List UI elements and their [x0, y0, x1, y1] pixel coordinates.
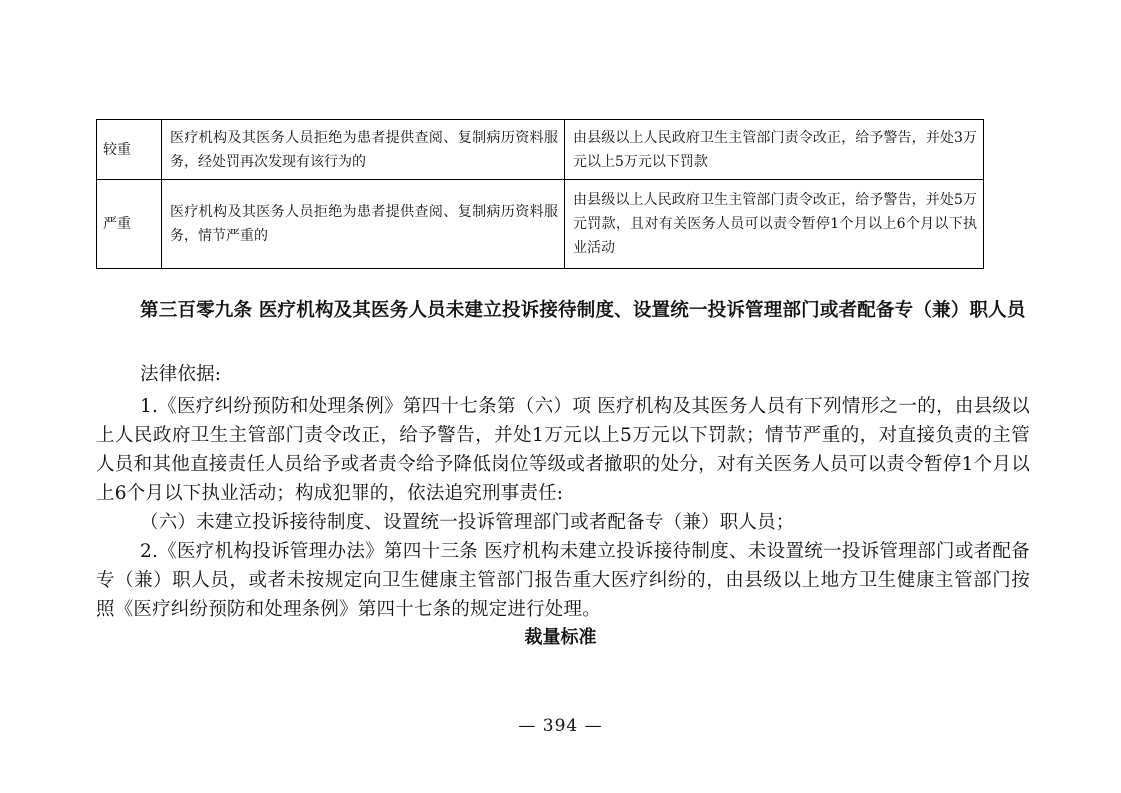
legal-basis-paragraph-1: 1.《医疗纠纷预防和处理条例》第四十七条第（六）项 医疗机构及其医务人员有下列情形之一的，由县级以上人民政府卫生主管部门责令改正，给予警告，并处1万元以上5万元以下罚款；情节严重的，对直接负责的主管人员和其他直接责任人员给予或者责令给予降低岗位等级或者撤职的处分，对有关医务人员可以责令暂停1个月以上6个月以下执业活动；构成犯罪的，依法追究刑事责任: [96, 396, 1030, 504]
page-number: — 394 — [518, 716, 603, 736]
violation-situation-cell: 医疗机构及其医务人员拒绝为患者提供查阅、复制病历资料服务，情节严重的 [162, 180, 565, 269]
legal-basis-item: （六）未建立投诉接待制度、设置统一投诉管理部门或者配备专（兼）职人员； [140, 512, 795, 533]
table-row [97, 180, 984, 269]
legal-basis-paragraph-2: 2.《医疗机构投诉管理办法》第四十三条 医疗机构未建立投诉接待制度、未设置统一投诉管理部门或者配备专（兼）职人员，或者未按规定向卫生健康主管部门报告重大医疗纠纷的，由县级以上地方卫生健康主管部门按照《医疗纠纷预防和处理条例》第四十七条的规定进行处理。 [96, 541, 1030, 620]
legal-basis-label: 法律依据: [140, 364, 222, 385]
severity-level-cell: 较重 [97, 120, 162, 180]
violation-situation-cell: 医疗机构及其医务人员拒绝为患者提供查阅、复制病历资料服务，经处罚再次发现有该行为的 [162, 120, 565, 180]
penalty-cell: 由县级以上人民政府卫生主管部门责令改正，给予警告，并处3万元以上5万元以下罚款 [565, 120, 984, 180]
penalty-cell: 由县级以上人民政府卫生主管部门责令改正，给予警告，并处5万元罚款，且对有关医务人员可以责令暂停1个月以上6个月以下执业活动 [565, 180, 984, 269]
article-title: 第三百零九条 医疗机构及其医务人员未建立投诉接待制度、设置统一投诉管理部门或者配备专（兼）职人员 [140, 300, 1026, 321]
severity-level-cell: 严重 [97, 180, 162, 269]
discretion-standard-heading: 裁量标准 [524, 627, 597, 648]
penalty-standard-table [96, 119, 984, 269]
table-row [97, 120, 984, 180]
